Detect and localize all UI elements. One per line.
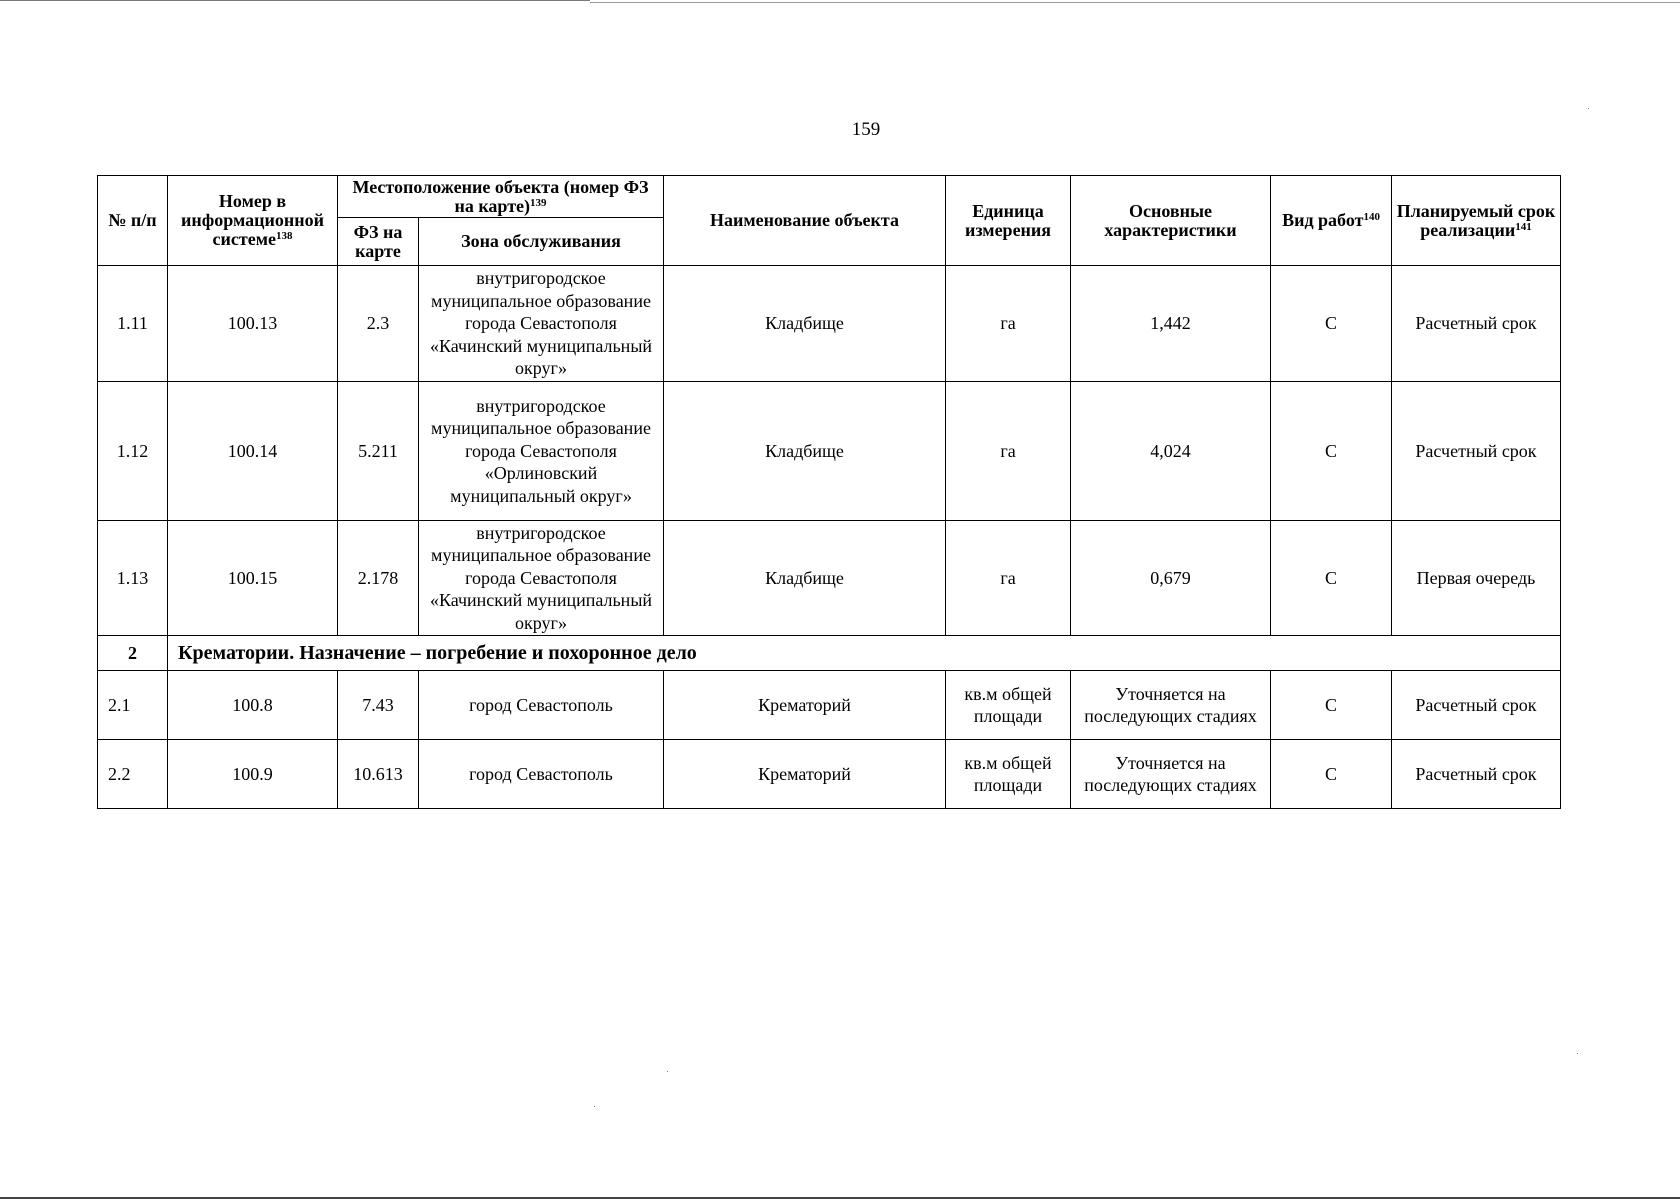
cell-unit: га <box>946 521 1071 636</box>
scan-speck <box>1588 108 1589 109</box>
cell-fz: 10.613 <box>338 740 419 809</box>
section-title: Крематории. Назначение – погребение и похоронное дело <box>168 636 1561 671</box>
cell-name: Крематорий <box>664 671 946 740</box>
header-info-number: Номер в информационной системе$^{138}$ <box>168 176 338 266</box>
cell-zone: внутригородское муниципальное образование города Севастополя «Орлиновский муниципальный округ» <box>419 382 664 521</box>
cell-zone: внутригородское муниципальное образование города Севастополя «Качинский муниципальный округ» <box>419 266 664 382</box>
cell-zone: внутригородское муниципальное образование города Севастополя «Качинский муниципальный округ» <box>419 521 664 636</box>
cell-fz: 7.43 <box>338 671 419 740</box>
page-number: 159 <box>851 119 881 140</box>
header-num: № п/п <box>98 176 168 266</box>
cell-fz: 2.178 <box>338 521 419 636</box>
header-term: Планируемый срок реализации$^{141}$ <box>1392 176 1561 266</box>
cell-term: Расчетный срок <box>1392 266 1561 382</box>
cell-unit: кв.м общей площади <box>946 671 1071 740</box>
cell-info-number: 100.15 <box>168 521 338 636</box>
header-location: Местоположение объекта (номер ФЗ на карте)$^{139}$ <box>338 176 664 218</box>
cell-info-number: 100.9 <box>168 740 338 809</box>
cell-work-type: С <box>1271 382 1392 521</box>
header-characteristics: Основные характеристики <box>1071 176 1271 266</box>
cell-characteristics: Уточняется на последующих стадиях <box>1071 740 1271 809</box>
cell-num: 1.13 <box>98 521 168 636</box>
table-row <box>98 266 1561 382</box>
cell-num: 2.2 <box>98 740 168 809</box>
header-work-type: Вид работ$^{140}$ <box>1271 176 1392 266</box>
scan-speck <box>594 1106 595 1107</box>
header-name: Наименование объекта <box>664 176 946 266</box>
scan-speck <box>1577 1053 1578 1054</box>
cell-term: Первая очередь <box>1392 521 1561 636</box>
cell-num: 1.11 <box>98 266 168 382</box>
cell-characteristics: 0,679 <box>1071 521 1271 636</box>
cell-work-type: С <box>1271 740 1392 809</box>
scan-edge-bottom <box>0 1197 1680 1199</box>
cell-fz: 5.211 <box>338 382 419 521</box>
cell-fz: 2.3 <box>338 266 419 382</box>
section-row <box>98 636 1561 671</box>
cell-info-number: 100.13 <box>168 266 338 382</box>
cell-work-type: С <box>1271 521 1392 636</box>
cell-info-number: 100.14 <box>168 382 338 521</box>
table-row <box>98 382 1561 521</box>
header-zone: Зона обслуживания <box>419 218 664 266</box>
cell-name: Кладбище <box>664 266 946 382</box>
cell-work-type: С <box>1271 266 1392 382</box>
table-row <box>98 671 1561 740</box>
header-fz: ФЗ на карте <box>338 218 419 266</box>
cell-name: Крематорий <box>664 740 946 809</box>
scan-edge-top <box>0 0 590 1</box>
scan-edge-top-right <box>590 2 1680 3</box>
cell-characteristics: 4,024 <box>1071 382 1271 521</box>
cell-work-type: С <box>1271 671 1392 740</box>
cell-term: Расчетный срок <box>1392 740 1561 809</box>
table-header-row <box>98 176 1561 218</box>
cell-num: 2.1 <box>98 671 168 740</box>
header-unit: Единица измерения <box>946 176 1071 266</box>
cell-name: Кладбище <box>664 382 946 521</box>
cell-info-number: 100.8 <box>168 671 338 740</box>
table-row <box>98 521 1561 636</box>
table-row <box>98 740 1561 809</box>
cell-unit: га <box>946 382 1071 521</box>
cell-zone: город Севастополь <box>419 671 664 740</box>
cell-unit: кв.м общей площади <box>946 740 1071 809</box>
cell-num: 1.12 <box>98 382 168 521</box>
cell-characteristics: Уточняется на последующих стадиях <box>1071 671 1271 740</box>
cell-characteristics: 1,442 <box>1071 266 1271 382</box>
cell-term: Расчетный срок <box>1392 382 1561 521</box>
cell-zone: город Севастополь <box>419 740 664 809</box>
section-num: 2 <box>98 636 168 671</box>
objects-table <box>97 175 1561 809</box>
cell-unit: га <box>946 266 1071 382</box>
scan-speck <box>667 1071 668 1072</box>
cell-name: Кладбище <box>664 521 946 636</box>
cell-term: Расчетный срок <box>1392 671 1561 740</box>
